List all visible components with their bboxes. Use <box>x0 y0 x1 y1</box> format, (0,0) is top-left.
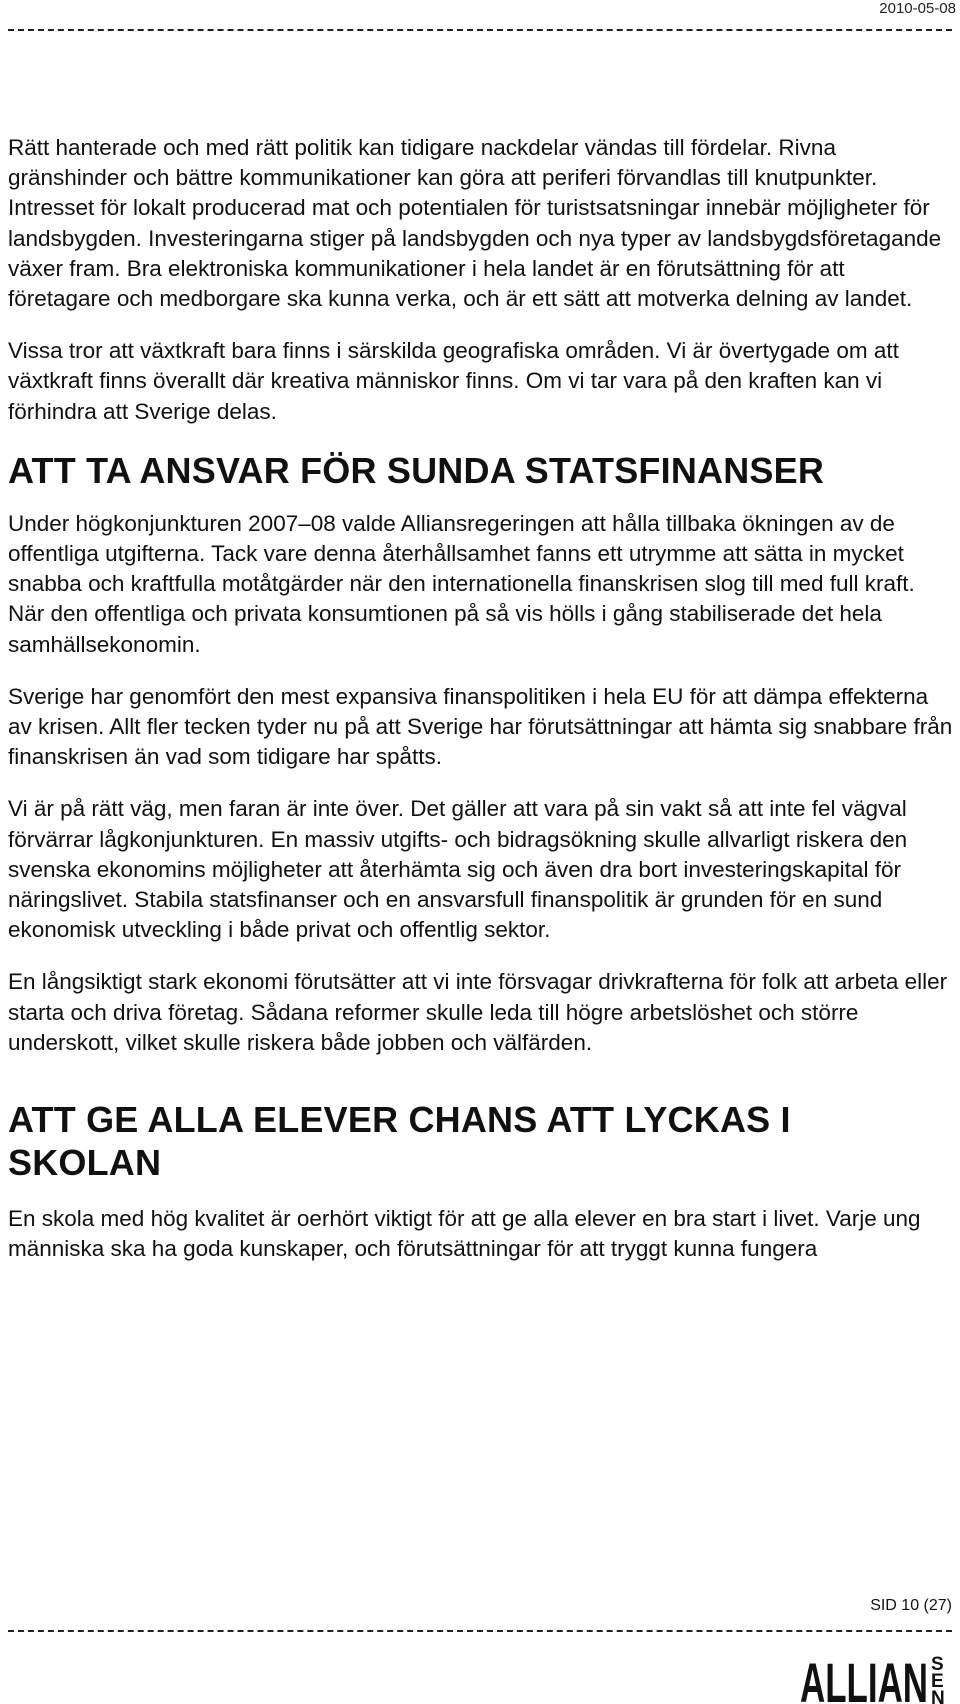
paragraph: Sverige har genomfört den mest expansiva finanspolitiken i hela EU för att dämpa effekterna av krisen. Allt fler tecken tyder nu på att Sverige har förutsättningar att hämta sig snabbare från finanskrisen än vad som tidigare har spåtts. <box>8 683 953 770</box>
paragraph: Rätt hanterade och med rätt politik kan tidigare nackdelar vändas till fördelar. Rivna gränshinder och bättre kommunikationer kan göra att periferi förvandlas till knutpunkter. Intresset för lokalt producerad mat och potentialen för turistsatsningar innebär möjligheter för landsbygden. Investeringarna stiger på landsbygden och nya typer av landsbygdsföretagande växer fram. Bra elektroniska kommunikationer i hela landet är en förutsättning för att företagare och medborgare ska kunna verka, och är ett sätt att motverka delning av landet. <box>8 135 942 312</box>
svg-text:E: E <box>931 1671 944 1692</box>
paragraph: Under högkonjunkturen 2007–08 valde Alliansregeringen att hålla tillbaka ökningen av de offentliga utgifterna. Tack vare denna återhållsamhet fanns ett utrymme att sätta in mycket snabba och kraftfulla motåtgärder när den internationella finanskrisen slog till med full kraft. När den offentliga och privata konsumtionen på så vis hölls i gång stabiliserade det hela samhällsekonomin. <box>8 510 915 657</box>
paragraph: Vi är på rätt väg, men faran är inte över. Det gäller att vara på sin vakt så att inte fel vägval förvärrar lågkonjunkturen. En massiv utgifts- och bidragsökning skulle allvarligt riskera den svenska ekonomins möjligheter att återhämta sig och även dra bort investeringskapital för näringslivet. Stabila statsfinanser och en ansvarsfull finanspolitik är grunden för en sund ekonomisk utveckling i både privat och offentlig sektor. <box>8 796 908 943</box>
page-number: SID 10 (27) <box>870 1597 952 1614</box>
svg-text:S: S <box>931 1654 944 1675</box>
alliansen-logo <box>800 1652 956 1704</box>
svg-text:N: N <box>931 1688 945 1704</box>
paragraph: En skola med hög kvalitet är oerhört viktigt för att ge alla elever en bra start i livet. Varje ung människa ska ha goda kunskaper, och förutsättningar för att tryggt kunna fungera <box>8 1206 921 1262</box>
svg-text:ALLIAN: ALLIAN <box>800 1652 928 1704</box>
paragraph: Vissa tror att växtkraft bara finns i särskilda geografiska områden. Vi är övertygade om att växtkraft finns överallt där kreativa människor finns. Om vi tar vara på den kraften kan vi förhindra att Sverige delas. <box>8 338 899 424</box>
paragraph: En långsiktigt stark ekonomi förutsätter att vi inte försvagar drivkrafterna för folk att arbeta eller starta och driva företag. Sådana reformer skulle leda till högre arbetslöshet och större underskott, vilket skulle riskera både jobben och välfärden. <box>8 969 948 1055</box>
header-divider <box>8 29 952 31</box>
document-body <box>8 133 953 1286</box>
footer-divider <box>8 1630 952 1632</box>
document-date: 2010-05-08 <box>879 0 956 17</box>
section-heading: ATT TA ANSVAR FÖR SUNDA STATSFINANSER <box>8 449 825 491</box>
section-heading: ATT GE ALLA ELEVER CHANS ATT LYCKAS I SKOLAN <box>8 1099 791 1184</box>
